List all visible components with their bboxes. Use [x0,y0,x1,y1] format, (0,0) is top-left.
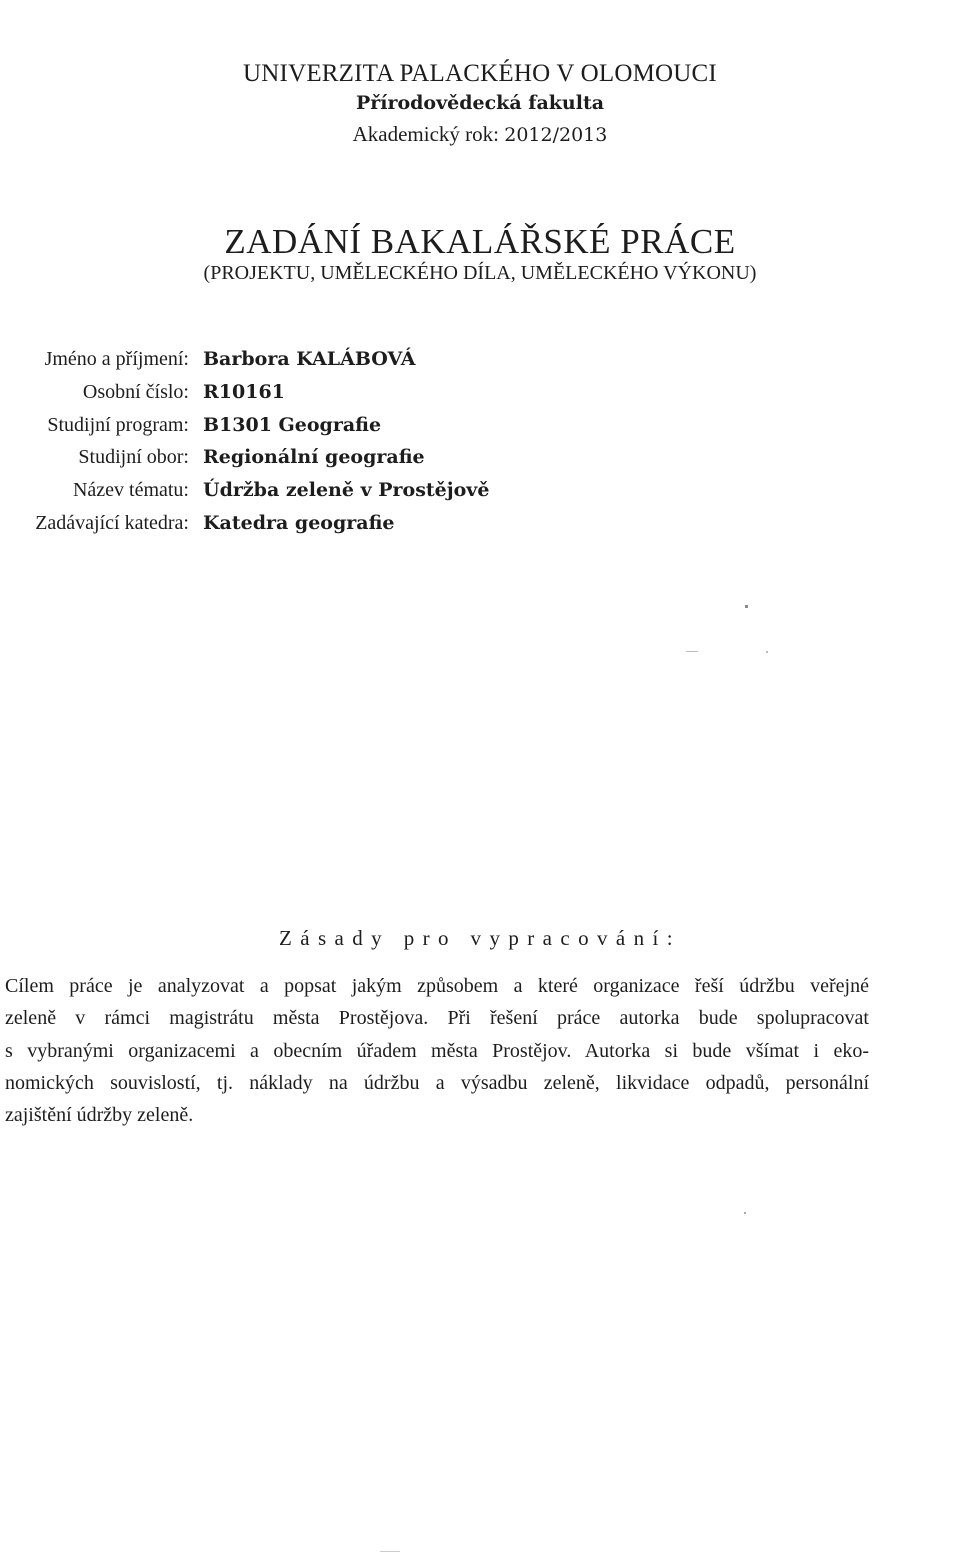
university-name: UNIVERZITA PALACKÉHO V OLOMOUCI [243,60,717,87]
info-label: Jméno a příjmení: [44,348,189,370]
info-value: B1301 Geografie [203,413,382,436]
info-label: Zadávající katedra: [35,511,189,534]
scan-speck [686,651,698,652]
guidelines-line: zajištění údržby zeleně. [5,1104,194,1127]
info-label: Osobní číslo: [82,380,189,403]
scan-speck [745,605,748,608]
academic-year-value: 2012/2013 [504,124,608,146]
info-row-personal-number [0,381,489,414]
guidelines-heading: Zásady pro vypracování: [279,926,681,950]
academic-year [0,122,960,147]
guidelines-text [5,970,869,1131]
info-row-study-program [0,414,489,447]
scan-speck [766,651,768,653]
info-value: R10161 [203,380,285,403]
academic-year-label: Akademický rok: [352,122,499,146]
info-row-study-field [0,446,489,479]
info-value: Údržba zeleně v Prostějově [203,479,490,502]
info-label: Studijní program: [47,413,189,436]
info-row-topic [0,479,489,512]
guidelines-line: nomických souvislostí, tj. náklady na údržbu a výsadbu zeleně, likvidace odpadů, personální [5,1071,869,1094]
guidelines-line: s vybranými organizacemi a obecním úřadem města Prostějov. Autorka si bude všímat i eko- [5,1039,869,1062]
info-value: Barbora KALÁBOVÁ [203,348,416,370]
document-subtitle: (PROJEKTU, UMĚLECKÉHO DÍLA, UMĚLECKÉHO VÝKONU) [203,262,757,284]
student-info [0,348,489,545]
info-value: Katedra geografie [203,511,395,534]
guidelines-line: Cílem práce je analyzovat a popsat jakým způsobem a které organizace řeší údržbu veřejné [5,975,869,997]
info-label: Studijní obor: [78,446,189,469]
info-value: Regionální geografie [203,446,425,469]
faculty-name: Přírodovědecká fakulta [355,92,605,114]
guidelines-line: zeleně v rámci magistrátu města Prostějova. Při řešení práce autorka bude spolupracovat [5,1007,869,1030]
info-label: Název tématu: [72,479,189,502]
info-row-department [0,512,489,545]
scan-speck [744,1212,746,1214]
scan-speck [380,1551,400,1552]
info-row-name [0,348,489,381]
document-title: ZADÁNÍ BAKALÁŘSKÉ PRÁCE [224,222,736,261]
